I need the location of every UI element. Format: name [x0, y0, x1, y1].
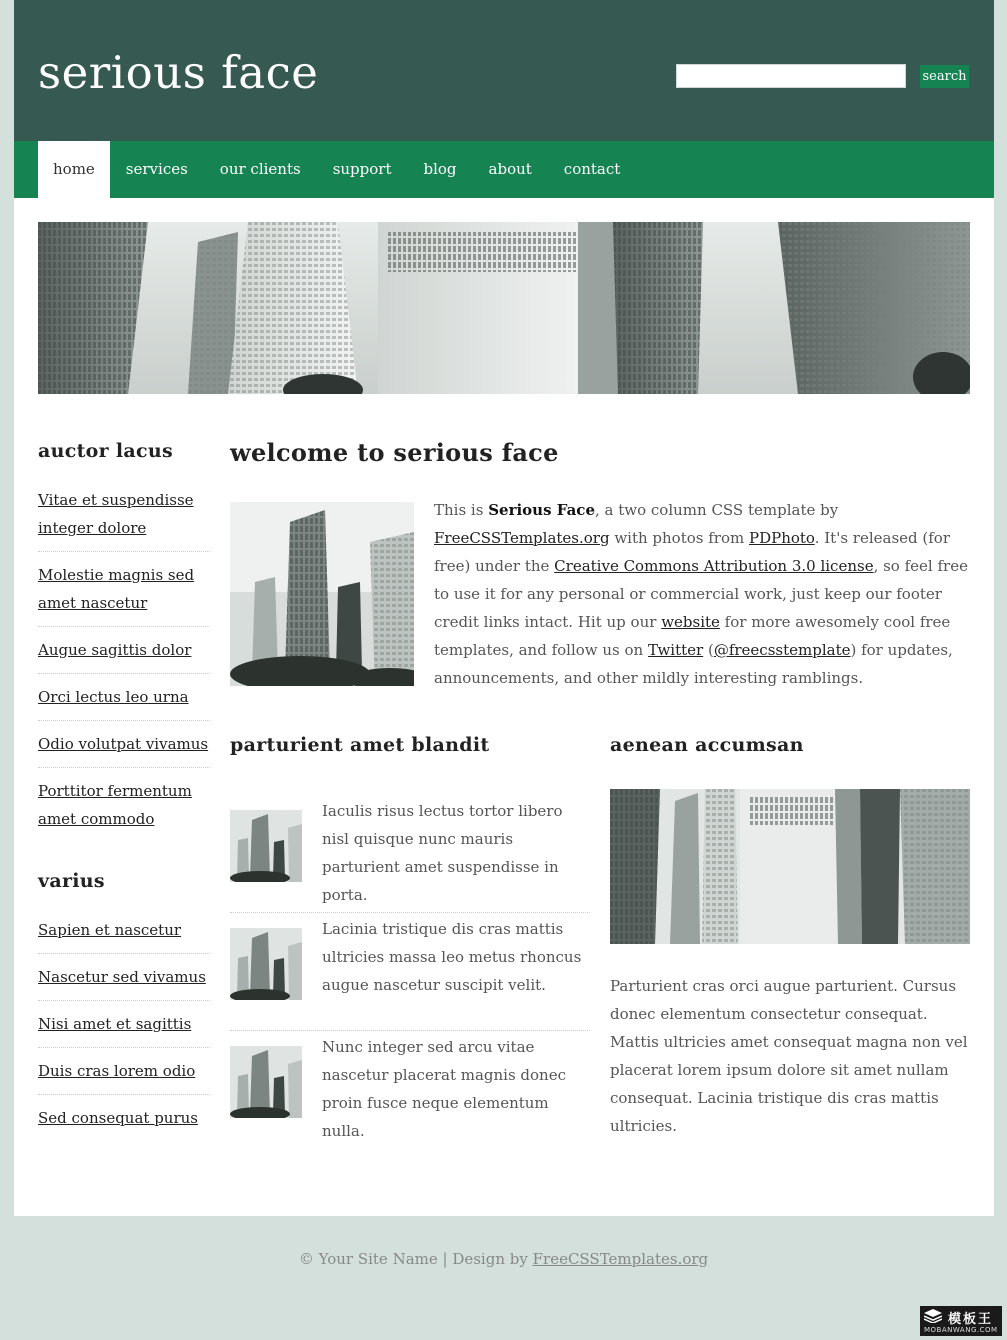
text: This is: [434, 501, 489, 519]
intro-paragraph: [434, 496, 974, 692]
welcome-heading: welcome to serious face: [230, 438, 559, 467]
search-button[interactable]: search: [920, 65, 969, 88]
text: , a two column CSS template by: [594, 501, 839, 519]
text: ) for updates, announcements, and other mildly interesting ramblings.: [434, 641, 953, 687]
thumbnail-image: [230, 928, 302, 1000]
text: for more awesomely cool free templates, and follow us on: [434, 613, 951, 659]
sidebar-link[interactable]: Odio volutpat vivamus: [38, 735, 209, 753]
menu-item-label: contact: [563, 160, 621, 178]
main-content: [230, 438, 970, 1140]
sidebar-link[interactable]: Orci lectus leo urna: [38, 688, 189, 706]
menu-item-label: about: [488, 160, 532, 178]
intro-image: [230, 502, 414, 686]
menu-item-services[interactable]: [110, 141, 204, 198]
column-paragraph: Parturient cras orci augue parturient. Cursus donec elementum consectetur consequat. Mattis ultricies amet consequat magna non vel placerat lorem ipsum dolore sit amet nullam consequat. Lacinia tristique dis cras mattis ultricies.: [610, 977, 968, 1135]
pdphoto-link[interactable]: PDPhoto: [749, 529, 815, 547]
footer-credit-link[interactable]: FreeCSSTemplates.org: [532, 1250, 709, 1268]
list-item: [38, 1095, 210, 1141]
list-item: [230, 1031, 590, 1148]
footer: [0, 1250, 1007, 1268]
banner-image: [38, 222, 970, 394]
stack-icon: [924, 1309, 942, 1323]
footer-text: © Your Site Name | Design by: [298, 1250, 533, 1268]
left-column: [230, 734, 590, 1148]
twitter-handle-link[interactable]: @freecsstemplate: [713, 641, 851, 659]
site-logo[interactable]: serious face: [38, 46, 319, 99]
post-text: Iaculis risus lectus tortor libero nisl quisque nunc mauris parturient amet suspendisse in porta.: [322, 802, 563, 904]
list-item: [38, 674, 210, 721]
list-item: [38, 1048, 210, 1095]
column-heading: parturient amet blandit: [230, 734, 490, 756]
website-link[interactable]: website: [661, 613, 720, 631]
thumbnail-image: [230, 810, 302, 882]
watermark-logo: [920, 1306, 1002, 1336]
sidebar-link[interactable]: Molestie magnis sed amet nascetur: [38, 566, 195, 612]
sidebar-link[interactable]: Vitae et suspendisse integer dolore: [38, 491, 194, 537]
sidebar-link[interactable]: Nisi amet et sagittis: [38, 1015, 192, 1033]
menu-item-label: services: [125, 160, 188, 178]
list-item: [38, 627, 210, 674]
right-column: [610, 734, 970, 1140]
sidebar-link[interactable]: Porttitor fermentum amet commodo: [38, 782, 192, 828]
thumbnail-image: [230, 1046, 302, 1118]
menu-item-support[interactable]: [317, 141, 408, 198]
menu-item-about[interactable]: [473, 141, 548, 198]
list-item: [38, 954, 210, 1001]
license-link[interactable]: Creative Commons Attribution 3.0 license: [554, 557, 874, 575]
column-heading: aenean accumsan: [610, 734, 804, 756]
menu-item-blog[interactable]: [407, 141, 472, 198]
main-menu: [14, 141, 994, 198]
list-item: [230, 795, 590, 913]
list-item: [38, 768, 210, 842]
list-item: [38, 552, 210, 627]
post-text: Nunc integer sed arcu vitae nascetur placerat magnis donec proin fusce neque elementum nulla.: [322, 1038, 566, 1140]
text: with photos from: [609, 529, 749, 547]
search-input[interactable]: [676, 64, 906, 88]
sidebar-link[interactable]: Sed consequat purus: [38, 1109, 198, 1127]
sidebar-link[interactable]: Duis cras lorem odio: [38, 1062, 196, 1080]
header: [14, 0, 994, 141]
watermark-subtitle: MOBANWANG.COM: [924, 1326, 998, 1334]
sidebar-link[interactable]: Augue sagittis dolor: [38, 641, 192, 659]
bold-text: Serious Face: [488, 501, 595, 519]
text: (: [703, 641, 714, 659]
page-wrapper: [14, 0, 994, 1216]
freecsstemplates-link[interactable]: FreeCSSTemplates.org: [434, 529, 610, 547]
post-text: Lacinia tristique dis cras mattis ultricies massa leo metus rhoncus augue nascetur suscipit velit.: [322, 920, 582, 994]
sidebar: [38, 440, 210, 1141]
sidebar-link[interactable]: Nascetur sed vivamus: [38, 968, 206, 986]
list-item: [38, 486, 210, 552]
menu-item-our-clients[interactable]: [204, 141, 317, 198]
menu-item-contact[interactable]: [548, 141, 637, 198]
sidebar-list: [38, 486, 210, 842]
sidebar-heading: varius: [38, 870, 105, 892]
sidebar-heading: auctor lacus: [38, 440, 173, 462]
menu-item-label: home: [53, 160, 95, 178]
text: , so feel free to use it for any personal or commercial work, just keep our footer credit links intact. Hit up our: [434, 557, 968, 631]
list-item: [38, 721, 210, 768]
post-list: [230, 795, 590, 1148]
twitter-link[interactable]: Twitter: [647, 641, 704, 659]
list-item: [38, 1001, 210, 1048]
menu-item-label: support: [332, 160, 392, 178]
menu-item-label: our clients: [219, 160, 301, 178]
sidebar-list: [38, 916, 210, 1141]
list-item: [230, 913, 590, 1031]
menu-item-home[interactable]: [38, 141, 110, 198]
feature-image: [610, 789, 970, 944]
menu-item-label: blog: [423, 160, 457, 178]
sidebar-link[interactable]: Sapien et nascetur: [38, 921, 182, 939]
text: . It's released (for free) under the: [434, 529, 950, 575]
watermark-title: 模板王: [948, 1312, 994, 1327]
list-item: [38, 916, 210, 954]
